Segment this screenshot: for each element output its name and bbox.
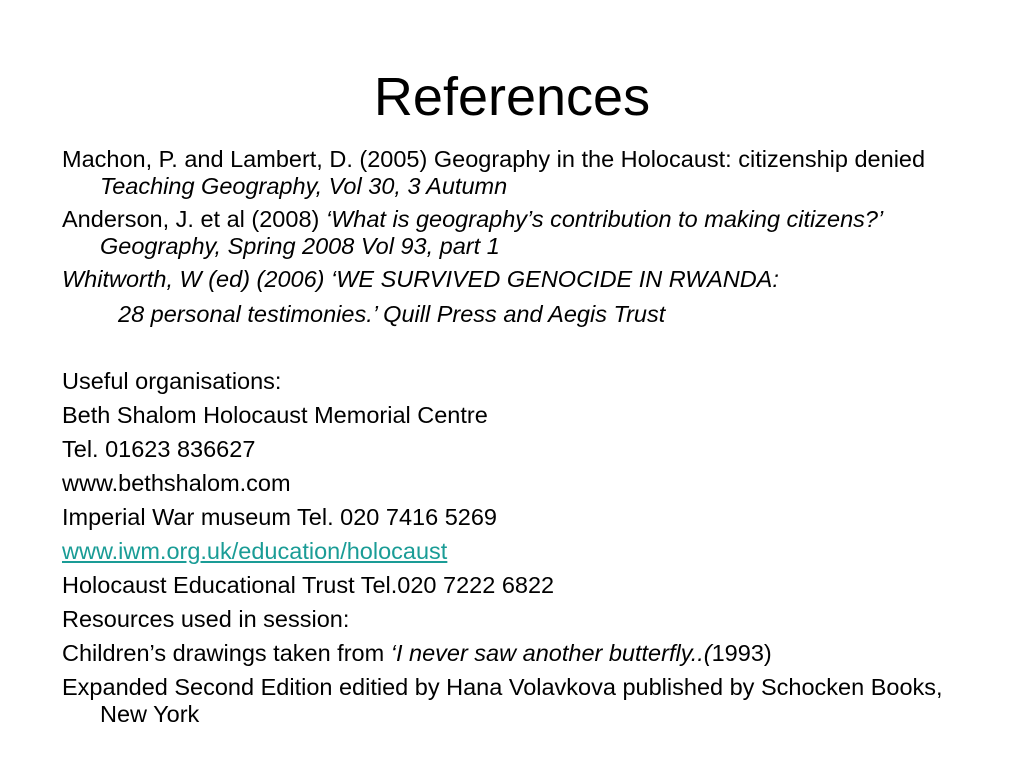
reference-machon-source: Teaching Geography, Vol 30, 3 Autumn	[100, 173, 508, 199]
beth-shalom-website: www.bethshalom.com	[62, 470, 291, 496]
resource-drawings-text: Children’s drawings taken from	[62, 640, 391, 666]
resource-edition: Expanded Second Edition editied by Hana Volavkova published by Schocken Books, New York	[62, 674, 943, 727]
reference-machon	[62, 146, 962, 200]
slide-body	[62, 146, 962, 728]
reference-anderson-text: Anderson, J. et al (2008)	[62, 206, 326, 232]
reference-anderson	[62, 206, 962, 260]
organisations-heading: Useful organisations:	[62, 368, 282, 394]
iwm-link-line	[62, 538, 962, 565]
resource-drawings-title: ‘I never saw another butterfly..(	[390, 640, 712, 666]
iwm-education-link[interactable]: www.iwm.org.uk/education/holocaust	[62, 538, 448, 564]
beth-shalom-tel: Tel. 01623 836627	[62, 436, 256, 462]
resource-drawings	[62, 640, 962, 667]
reference-anderson-source: ‘What is geography’s contribution to making citizens?’ Geography, Spring 2008 Vol 93, part 1	[100, 206, 882, 259]
page-title: References	[373, 67, 651, 127]
iwm-contact: Imperial War museum Tel. 020 7416 5269	[62, 504, 497, 530]
reference-machon-text: Machon, P. and Lambert, D. (2005) Geography in the Holocaust: citizenship denied	[62, 146, 926, 172]
het-contact: Holocaust Educational Trust Tel.020 7222 6822	[62, 572, 555, 598]
beth-shalom-name: Beth Shalom Holocaust Memorial Centre	[62, 402, 488, 428]
reference-whitworth-line2: 28 personal testimonies.’ Quill Press and Aegis Trust	[118, 301, 666, 327]
reference-whitworth-line1: Whitworth, W (ed) (2006) ‘WE SURVIVED GENOCIDE IN RWANDA:	[62, 266, 779, 292]
resource-drawings-year: 1993)	[711, 640, 772, 666]
resources-heading: Resources used in session:	[62, 606, 350, 632]
